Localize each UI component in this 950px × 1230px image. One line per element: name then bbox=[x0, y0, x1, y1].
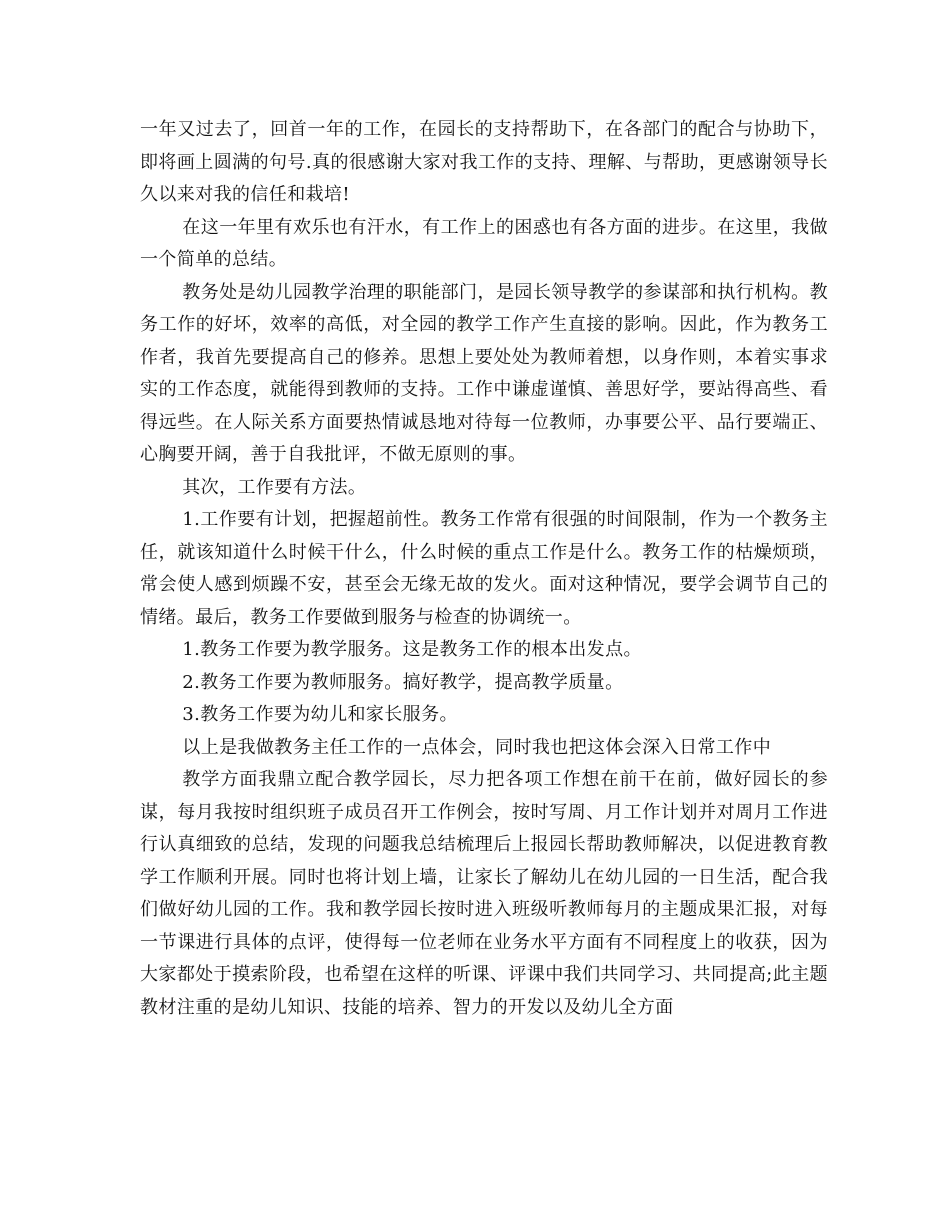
paragraph-experience: 以上是我做教务主任工作的一点体会，同时我也把这体会深入日常工作中 bbox=[182, 736, 772, 758]
paragraph-method-heading: 其次，工作要有方法。 bbox=[182, 476, 367, 498]
paragraph-opening: 一年又过去了，回首一年的工作，在园长的支持帮助下，在各部门的配合与协助下，即将画上圆满的句号.真的很感谢大家对我工作的支持、理解、与帮助，更感谢领导长久以来对我的信任和栽培! bbox=[140, 119, 828, 205]
paragraph-serve-teachers: 2.教务工作要为教师服务。搞好教学，提高教学质量。 bbox=[182, 671, 624, 693]
paragraph-teaching: 教学方面我鼎立配合教学园长，尽力把各项工作想在前干在前，做好园长的参谋，每月我按时组织班子成员召开工作例会，按时写周、月工作计划并对周月工作进行认真细致的总结，发现的问题我总结梳理后上报园长帮助教师解决，以促进教育教学工作顺利开展。同时也将计划上墙，让家长了解幼儿在幼儿园的一日生活，配合我们做好幼儿园的工作。我和教学园长按时进入班级听教师每月的主题成果汇报，对每一节课进行具体的点评，使得每一位老师在业务水平方面有不同程度上的收获，因为大家都处于摸索阶段，也希望在这样的听课、评课中我们共同学习、共同提高;此主题教材注重的是幼儿知识、技能的培养、智力的开发以及幼儿全方面 bbox=[140, 769, 828, 1018]
paragraph-serve-families: 3.教务工作要为幼儿和家长服务。 bbox=[182, 704, 458, 725]
paragraph-plan: 1.工作要有计划，把握超前性。教务工作常有很强的时间限制，作为一个教务主任，就该知道什么时候干什么，什么时候的重点工作是什么。教务工作的枯燥烦琐，常会使人感到烦躁不安，甚至会无缘无故的发火。面对这种情况，要学会调节自己的情绪。最后，教务工作要做到服务与检查的协调统一。 bbox=[140, 509, 828, 628]
paragraph-role: 教务处是幼儿园教学治理的职能部门，是园长领导教学的参谋部和执行机构。教务工作的好坏，效率的高低，对全园的教学工作产生直接的影响。因此，作为教务工作者，我首先要提高自己的修养。思想上要处处为教师着想，以身作则，本着实事求实的工作态度，就能得到教师的支持。工作中谦虚谨慎、善思好学，要站得高些、看得远些。在人际关系方面要热情诚恳地对待每一位教师，办事要公平、品行要端正、心胸要开阔，善于自我批评，不做无原则的事。 bbox=[140, 281, 828, 465]
paragraph-serve-teaching: 1.教务工作要为教学服务。这是教务工作的根本出发点。 bbox=[182, 639, 642, 660]
paragraph-summary-intro: 在这一年里有欢乐也有汗水，有工作上的困惑也有各方面的进步。在这里，我做一个简单的总结。 bbox=[140, 216, 828, 270]
document-body bbox=[140, 114, 828, 1024]
